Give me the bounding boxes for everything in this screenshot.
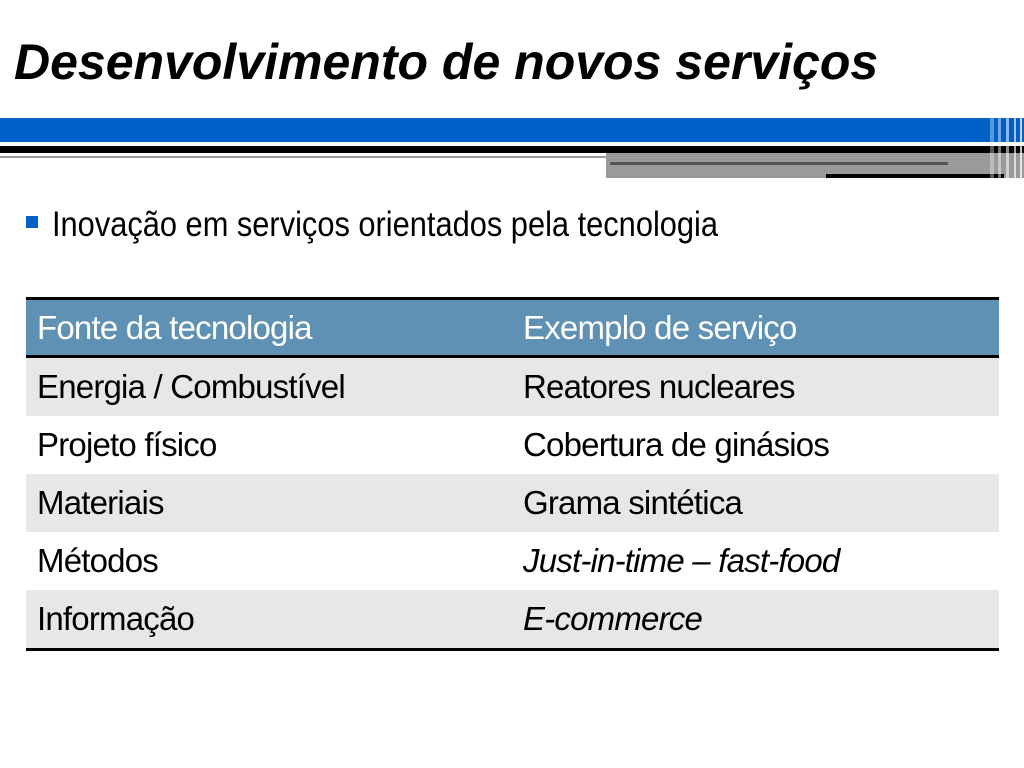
table-row bbox=[26, 532, 999, 590]
cell-example: E-commerce bbox=[512, 590, 999, 650]
bullet-text: Inovação em serviços orientados pela tecnologia bbox=[52, 205, 719, 244]
table-row bbox=[26, 416, 999, 474]
cell-source: Informação bbox=[26, 590, 512, 650]
cell-source: Projeto físico bbox=[37, 426, 217, 463]
cell-source: Materiais bbox=[26, 474, 512, 532]
bullet-item bbox=[26, 200, 809, 250]
cell-source: Métodos bbox=[37, 542, 158, 579]
square-bullet-icon bbox=[26, 216, 38, 228]
table-row bbox=[26, 474, 999, 532]
title-underline-decoration bbox=[0, 118, 1024, 180]
table-row bbox=[26, 357, 999, 417]
cell-example: Cobertura de ginásios bbox=[523, 426, 830, 463]
technology-services-table bbox=[26, 297, 999, 651]
table-header-row bbox=[26, 299, 999, 357]
table-row bbox=[26, 590, 999, 650]
cell-example: Reatores nucleares bbox=[512, 357, 999, 417]
header-technology-source: Fonte da tecnologia bbox=[26, 299, 512, 357]
slide-title: Desenvolvimento de novos serviços bbox=[14, 34, 879, 90]
cell-source: Energia / Combustível bbox=[26, 357, 512, 417]
header-service-example: Exemplo de serviço bbox=[512, 299, 999, 357]
cell-example: Just-in-time – fast-food bbox=[523, 542, 840, 579]
cell-example: Grama sintética bbox=[512, 474, 999, 532]
